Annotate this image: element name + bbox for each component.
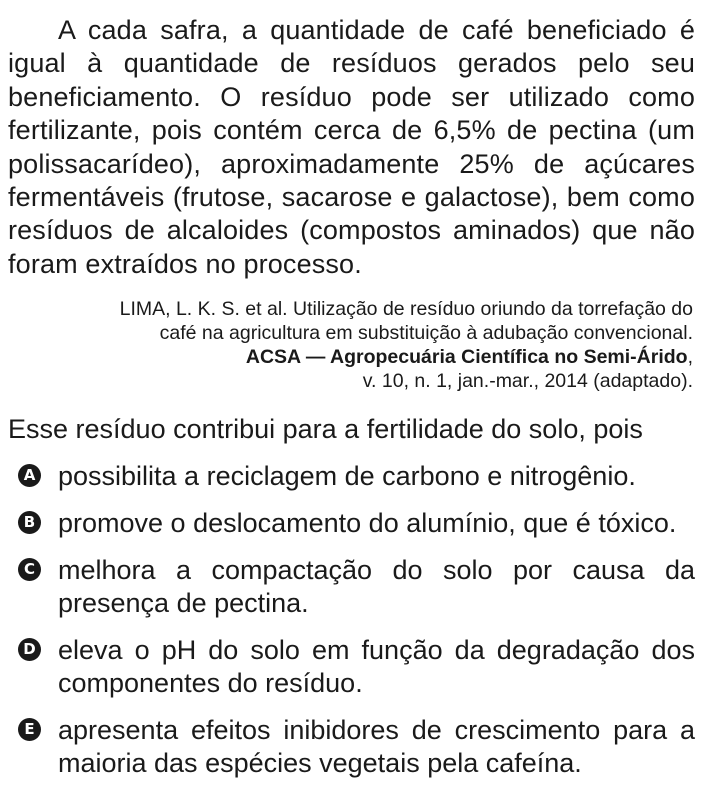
option-b[interactable]	[8, 507, 695, 540]
answer-options	[8, 460, 695, 780]
option-c[interactable]	[8, 554, 695, 620]
option-c-text: melhora a compactação do solo por causa da presença de pectina.	[58, 555, 695, 619]
option-b-letter-badge: B	[18, 511, 41, 534]
option-e[interactable]	[8, 714, 695, 780]
option-e-letter-badge: E	[18, 718, 41, 741]
option-c-letter-badge: C	[18, 558, 41, 581]
option-b-text: promove o deslocamento do alumínio, que é tóxico.	[58, 508, 677, 539]
citation-title: café na agricultura em substituição à adubação convencional.	[159, 322, 693, 345]
option-d-text: eleva o pH do solo em função da degradação dos componentes do resíduo.	[58, 635, 695, 699]
citation-authors: LIMA, L. K. S. et al. Utilização de resíduo oriundo da torrefação do	[119, 298, 693, 321]
citation	[8, 297, 695, 393]
question-stem: Esse resíduo contribui para a fertilidade do solo, pois	[8, 414, 643, 445]
citation-journal-line	[8, 345, 693, 369]
option-e-text: apresenta efeitos inibidores de crescimento para a maioria das espécies vegetais pela cafeína.	[58, 715, 695, 779]
option-a-text: possibilita a reciclagem de carbono e nitrogênio.	[58, 461, 636, 492]
passage-text: A cada safra, a quantidade de café beneficiado é igual à quantidade de resíduos gerados pelo seu beneficiamento. O resíduo pode ser utilizado como fertilizante, pois contém cerca de 6,5% de pectina (um polissacarídeo), aproximadamente 25% de açúcares fermentáveis (frutose, sacarose e galactose), bem como resíduos de alcaloides (compostos aminados) que não foram extraídos no processo.	[8, 15, 695, 279]
citation-volume: v. 10, n. 1, jan.-mar., 2014 (adaptado).	[362, 370, 693, 393]
citation-journal: ACSA — Agropecuária Científica no Semi-Árido	[245, 346, 688, 369]
option-a[interactable]	[8, 460, 695, 493]
option-a-letter-badge: A	[18, 464, 41, 487]
option-d-letter-badge: D	[18, 638, 41, 661]
citation-journal-comma: ,	[687, 346, 693, 369]
option-d[interactable]	[8, 634, 695, 700]
